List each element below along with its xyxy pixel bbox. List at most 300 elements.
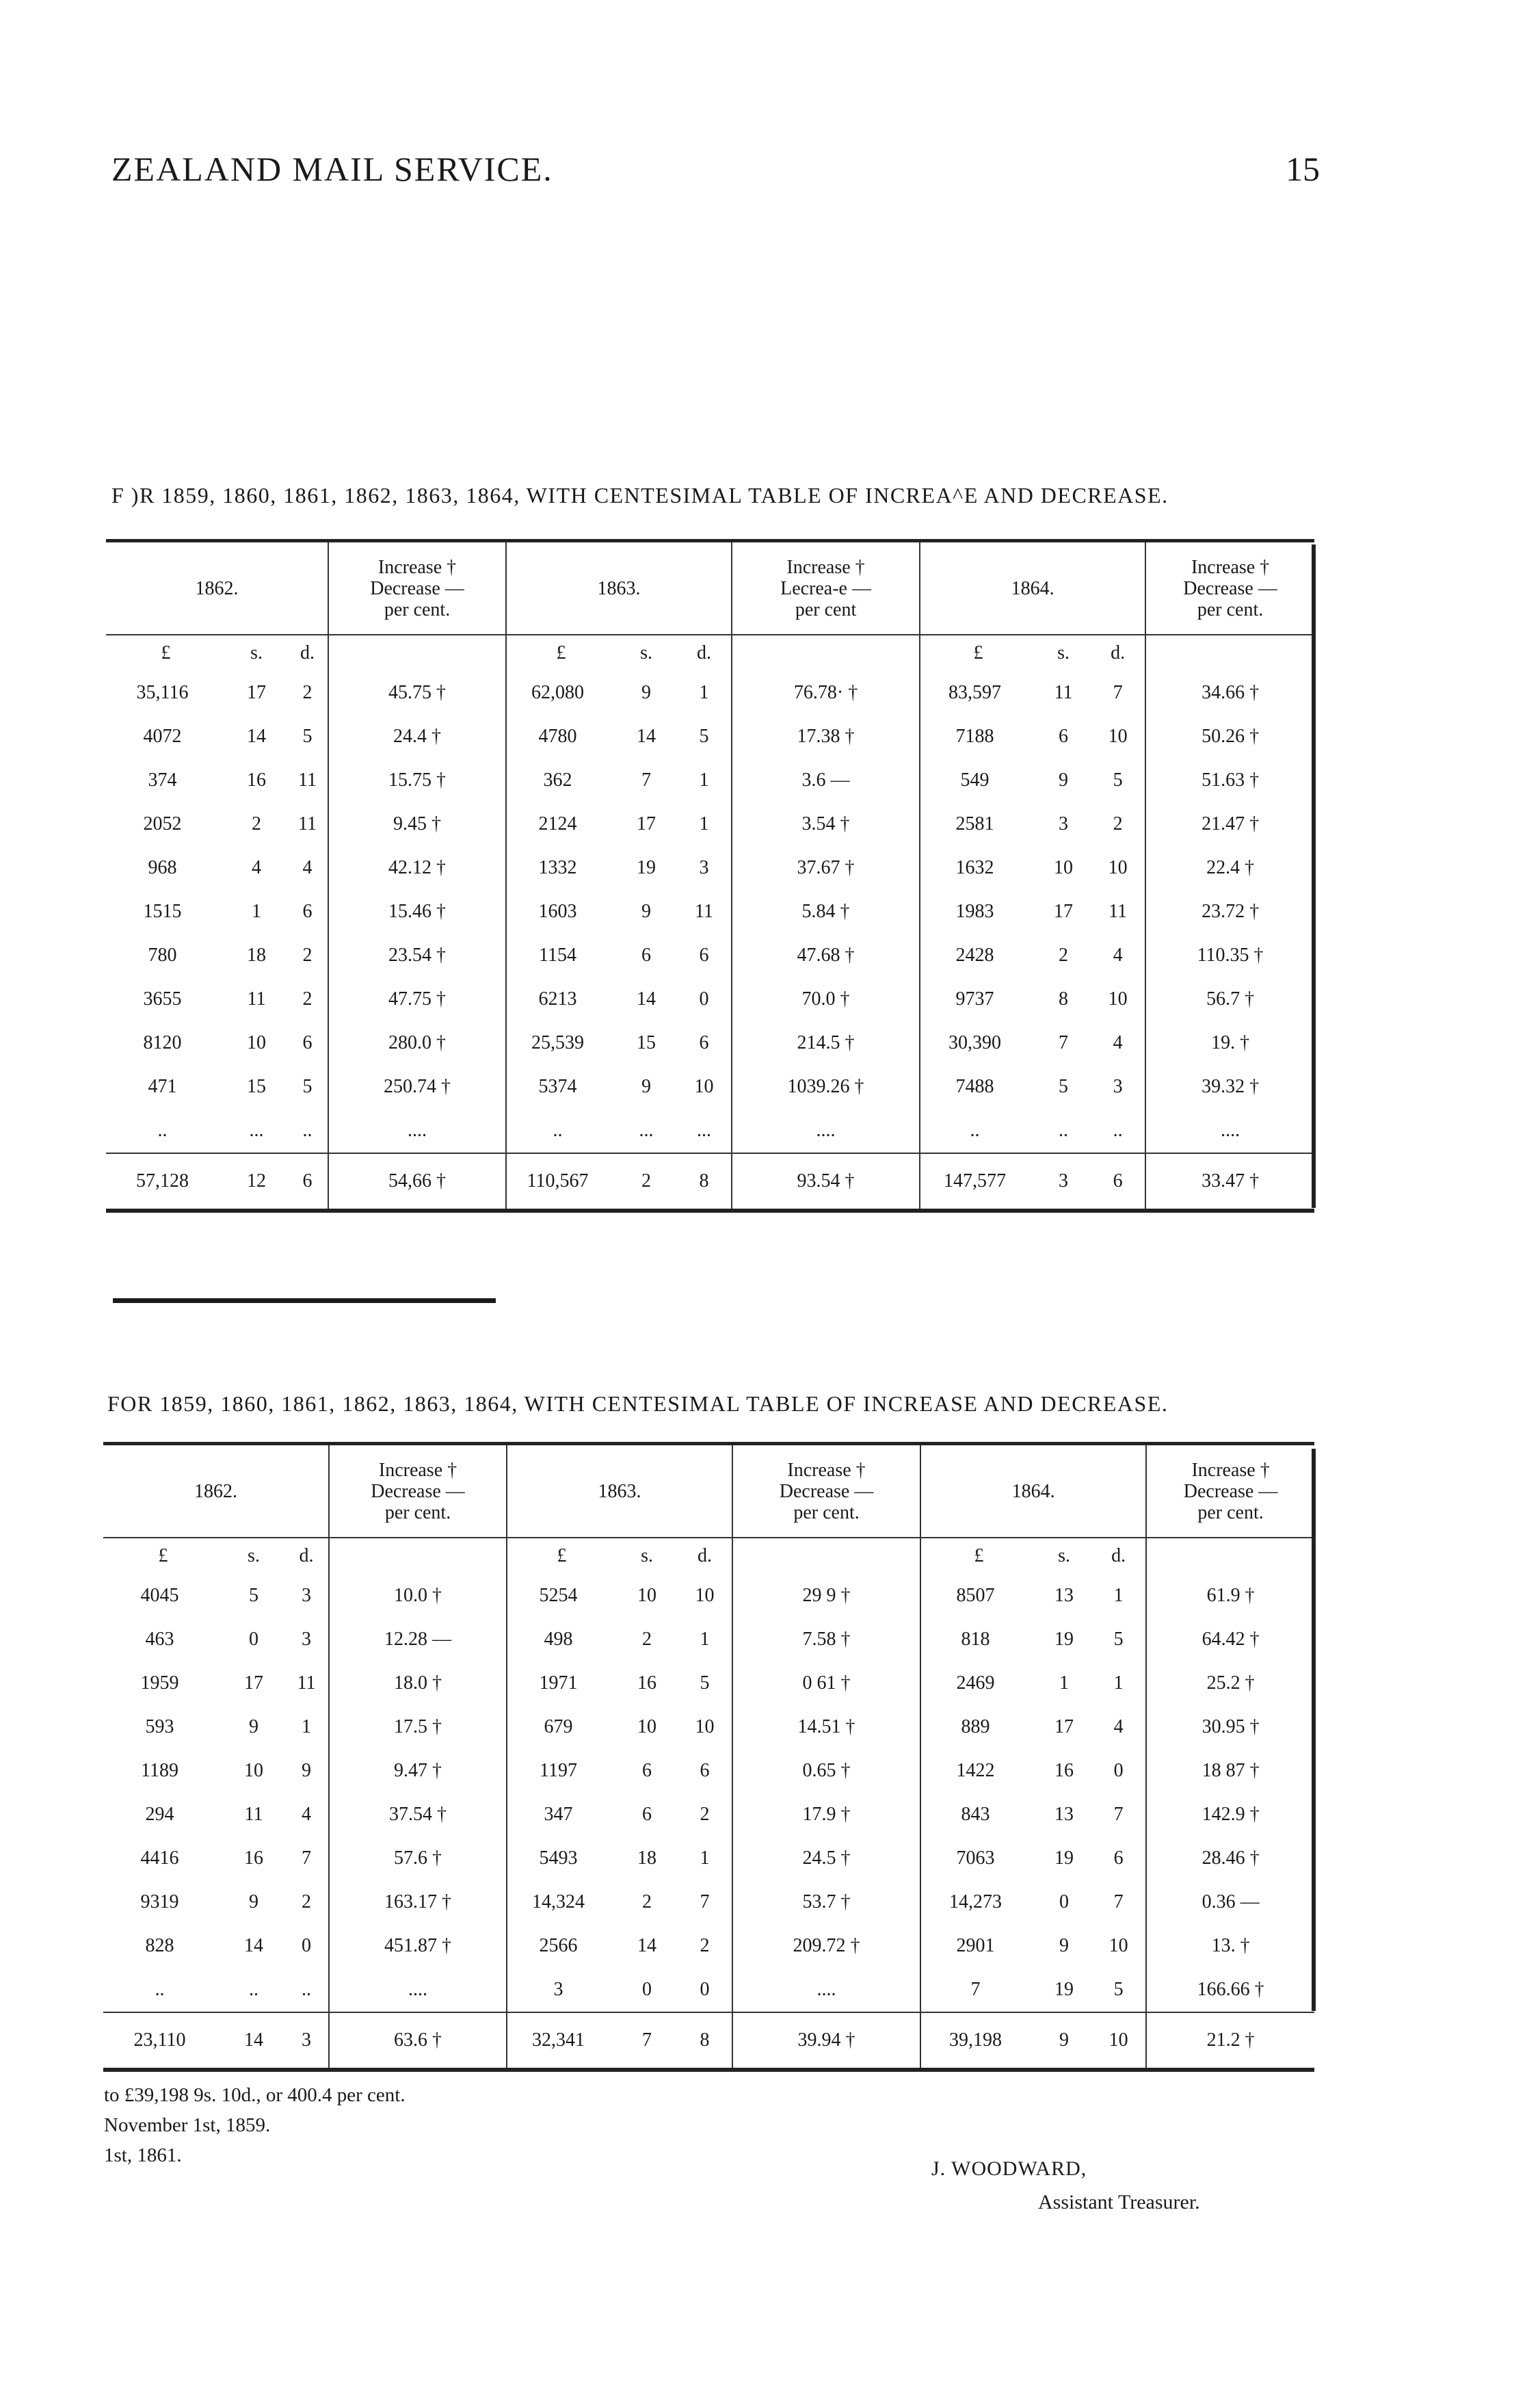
- year-header-1863: 1863.: [506, 541, 732, 635]
- cell-pounds: 2581: [955, 813, 994, 834]
- cell-percent: 18 87 †: [1146, 1749, 1314, 1793]
- cell-shillings: 8: [1059, 988, 1069, 1010]
- cell-pounds: 374: [148, 770, 177, 791]
- table-row: [106, 1021, 1314, 1065]
- cell-percent: 13. †: [1146, 1924, 1314, 1968]
- cell-percent: 14.51 †: [732, 1705, 920, 1749]
- cell-percent: 1039.26 †: [732, 1065, 920, 1109]
- cell-percent: 142.9 †: [1146, 1793, 1314, 1837]
- cell-percent: ....: [732, 1968, 920, 2012]
- cell-pence: 6: [302, 1032, 313, 1053]
- cell-pounds: 5493: [539, 1847, 578, 1869]
- cell-percent: ....: [1145, 1109, 1314, 1153]
- year-header-1862: 1862.: [106, 541, 328, 635]
- cell-shillings: 9: [641, 682, 652, 703]
- cell-shillings: 3: [1059, 813, 1069, 834]
- cell-pounds: 7: [970, 1979, 981, 2000]
- cell-pounds: 8120: [143, 1032, 182, 1053]
- cell-pence: ...: [697, 1120, 712, 1141]
- cell-pence: 5: [302, 1076, 313, 1097]
- header-line: per cent.: [793, 1501, 860, 1523]
- cell-pounds: 14,273: [949, 1891, 1003, 1912]
- table-row: [103, 1968, 1314, 2012]
- total-percent: 33.47 †: [1145, 1153, 1314, 1211]
- table-row: [103, 1661, 1314, 1705]
- cell-shillings: 18: [247, 945, 266, 966]
- cell-shillings: 9: [1059, 1935, 1070, 1956]
- total-pence: 8: [677, 1153, 732, 1211]
- cell-pence: 6: [699, 945, 709, 966]
- header-line: Decrease —: [371, 1480, 465, 1502]
- cell-percent: 250.74 †: [328, 1065, 506, 1109]
- cell-pence: 3: [1113, 1076, 1123, 1097]
- header-line: per cent.: [384, 598, 451, 620]
- cell-shillings: 1: [252, 901, 261, 922]
- cell-pounds: 1603: [538, 901, 577, 922]
- cell-pence: 1: [1113, 1585, 1124, 1606]
- cell-pounds: 2469: [956, 1672, 995, 1694]
- table-row: [106, 715, 1314, 759]
- cell-shillings: 10: [1054, 857, 1074, 878]
- cell-pounds: 362: [543, 770, 572, 791]
- cell-pence: 5: [699, 726, 709, 747]
- cell-percent: 50.26 †: [1145, 715, 1314, 759]
- total-pence: 10: [1091, 2012, 1146, 2070]
- cell-pence: 10: [695, 1585, 715, 1606]
- table-row: [103, 1837, 1314, 1880]
- cell-percent: 23.72 †: [1145, 890, 1314, 934]
- cell-percent: 25.2 †: [1146, 1661, 1314, 1705]
- unit-pence: d.: [697, 642, 712, 663]
- cell-percent: 9.45 †: [328, 802, 506, 846]
- cell-pounds: 818: [961, 1629, 990, 1650]
- cell-pence: 4: [1113, 1716, 1124, 1737]
- cell-pence: 4: [302, 857, 313, 878]
- footnote-line: 1st, 1861.: [104, 2144, 182, 2166]
- cell-percent: 28.46 †: [1146, 1837, 1314, 1880]
- total-pounds: 23,110: [103, 2012, 223, 2070]
- cell-pence: 5: [1113, 1979, 1124, 2000]
- unit-blank: [329, 1538, 507, 1574]
- cell-percent: 0.65 †: [732, 1749, 920, 1793]
- table-header-row: [106, 541, 1314, 635]
- cell-shillings: 13: [1054, 1585, 1074, 1606]
- cell-shillings: 11: [247, 988, 266, 1010]
- cell-shillings: 14: [637, 1935, 657, 1956]
- cell-percent: 30.95 †: [1146, 1705, 1314, 1749]
- total-shillings: 12: [226, 1153, 287, 1211]
- cell-shillings: 6: [1059, 726, 1069, 747]
- cell-pounds: 7063: [956, 1847, 995, 1869]
- cell-shillings: 10: [637, 1585, 657, 1606]
- table-1: [106, 539, 1314, 1213]
- cell-percent: 51.63 †: [1145, 759, 1314, 802]
- cell-pounds: 4072: [143, 726, 182, 747]
- header-line: Increase †: [378, 1459, 457, 1481]
- cell-shillings: ..: [1059, 1120, 1069, 1141]
- cell-pounds: 1971: [539, 1672, 578, 1694]
- cell-pence: 5: [1113, 770, 1123, 791]
- total-pounds: 57,128: [106, 1153, 226, 1211]
- cell-percent: 70.0 †: [732, 977, 920, 1021]
- cell-percent: 56.7 †: [1145, 977, 1314, 1021]
- cell-shillings: 17: [247, 682, 266, 703]
- section-separator-rule: [113, 1298, 496, 1303]
- cell-pence: 10: [1108, 1935, 1128, 1956]
- unit-blank: [328, 635, 506, 671]
- total-pounds: 39,198: [920, 2012, 1037, 2070]
- cell-shillings: 14: [637, 988, 656, 1010]
- cell-percent: 37.67 †: [732, 846, 920, 890]
- cell-pounds: 679: [544, 1716, 573, 1737]
- cell-pounds: 593: [145, 1716, 174, 1737]
- cell-pounds: 347: [544, 1804, 573, 1825]
- cell-percent: 22.4 †: [1145, 846, 1314, 890]
- total-shillings: 3: [1036, 1153, 1091, 1211]
- cell-percent: 76.78· †: [732, 671, 920, 715]
- table-row: [103, 1705, 1314, 1749]
- cell-pounds: 1197: [540, 1760, 577, 1781]
- cell-pence: 5: [700, 1672, 710, 1694]
- cell-pence: ..: [1113, 1120, 1123, 1141]
- cell-percent: 110.35 †: [1145, 934, 1314, 977]
- cell-pence: 10: [1108, 726, 1128, 747]
- cell-percent: 0 61 †: [732, 1661, 920, 1705]
- cell-pence: 6: [699, 1032, 709, 1053]
- unit-pounds: £: [158, 1545, 168, 1566]
- cell-pounds: 4780: [538, 726, 577, 747]
- units-row: [106, 635, 1314, 671]
- cell-pence: 11: [297, 1672, 316, 1694]
- total-percent: 39.94 †: [732, 2012, 920, 2070]
- percent-header-1862: [329, 1444, 507, 1538]
- table-row: [106, 977, 1314, 1021]
- cell-percent: 24.4 †: [328, 715, 506, 759]
- cell-pence: 7: [302, 1847, 311, 1869]
- cell-percent: ....: [328, 1109, 506, 1153]
- cell-pounds: 1983: [955, 901, 994, 922]
- cell-pence: 10: [1108, 988, 1128, 1010]
- table-row: [106, 759, 1314, 802]
- cell-shillings: 16: [244, 1847, 263, 1869]
- cell-percent: 10.0 †: [329, 1574, 507, 1618]
- cell-shillings: 14: [637, 726, 656, 747]
- cell-pence: 2: [302, 988, 313, 1010]
- table-1-caption: F )R 1859, 1860, 1861, 1862, 1863, 1864, WITH CENTESIMAL TABLE OF INCREA^E AND DECREASE.: [111, 483, 1169, 508]
- cell-pence: 0: [700, 1979, 710, 2000]
- table-2-caption: FOR 1859, 1860, 1861, 1862, 1863, 1864, WITH CENTESIMAL TABLE OF INCREASE AND DECREASE.: [107, 1391, 1169, 1416]
- cell-pounds: 2901: [956, 1935, 995, 1956]
- cell-pounds: 7188: [955, 726, 994, 747]
- unit-blank: [1146, 1538, 1314, 1574]
- cell-pence: 5: [302, 726, 313, 747]
- cell-percent: 42.12 †: [328, 846, 506, 890]
- unit-pence: d.: [698, 1545, 713, 1566]
- cell-percent: ....: [732, 1109, 920, 1153]
- cell-pence: 2: [700, 1935, 710, 1956]
- cell-pounds: 4045: [140, 1585, 179, 1606]
- cell-shillings: 18: [637, 1847, 657, 1869]
- cell-pence: 11: [695, 901, 714, 922]
- cell-shillings: 19: [637, 857, 656, 878]
- cell-pence: 1: [700, 1629, 710, 1650]
- cell-pence: 6: [700, 1760, 710, 1781]
- cell-pounds: 5374: [538, 1076, 577, 1097]
- cell-shillings: 6: [641, 945, 652, 966]
- total-shillings: 9: [1037, 2012, 1091, 2070]
- cell-pounds: 4416: [140, 1847, 179, 1869]
- cell-pounds: ..: [155, 1979, 165, 2000]
- cell-pounds: 3655: [143, 988, 182, 1010]
- table-header-row: [103, 1444, 1314, 1538]
- unit-pence: d.: [300, 642, 315, 663]
- cell-shillings: 13: [1054, 1804, 1074, 1825]
- cell-shillings: ...: [639, 1120, 654, 1141]
- cell-percent: 9.47 †: [329, 1749, 507, 1793]
- unit-pence: d.: [1111, 642, 1126, 663]
- units-row: [103, 1538, 1314, 1574]
- totals-row: [103, 2012, 1314, 2070]
- cell-pence: 10: [1108, 857, 1128, 878]
- cell-pounds: 463: [145, 1629, 174, 1650]
- cell-shillings: 0: [1059, 1891, 1070, 1912]
- cell-pence: 1: [699, 813, 709, 834]
- cell-percent: ....: [329, 1968, 507, 2012]
- header-line: Decrease —: [1183, 1480, 1278, 1502]
- cell-shillings: 17: [244, 1672, 263, 1694]
- cell-percent: 37.54 †: [329, 1793, 507, 1837]
- cell-pence: 0: [1113, 1760, 1124, 1781]
- cell-pence: 9: [302, 1760, 311, 1781]
- cell-percent: 166.66 †: [1146, 1968, 1314, 2012]
- header-line: Decrease —: [779, 1480, 874, 1502]
- unit-pence: d.: [1111, 1545, 1126, 1566]
- cell-pounds: 1515: [143, 901, 182, 922]
- cell-pounds: 968: [148, 857, 177, 878]
- cell-percent: 214.5 †: [732, 1021, 920, 1065]
- header-line: per cent.: [384, 1501, 451, 1523]
- table-row: [106, 934, 1314, 977]
- cell-shillings: 16: [1054, 1760, 1074, 1781]
- cell-percent: 17.9 †: [732, 1793, 920, 1837]
- cell-pence: 1: [700, 1847, 710, 1869]
- cell-percent: 18.0 †: [329, 1661, 507, 1705]
- total-shillings: 2: [615, 1153, 677, 1211]
- unit-shillings: s.: [1057, 642, 1070, 663]
- cell-percent: 15.46 †: [328, 890, 506, 934]
- table-row: [103, 1574, 1314, 1618]
- table-row: [106, 1065, 1314, 1109]
- unit-shillings: s.: [641, 1545, 653, 1566]
- cell-shillings: 7: [641, 770, 652, 791]
- year-header-1864: 1864.: [920, 1444, 1146, 1538]
- cell-shillings: 6: [642, 1804, 652, 1825]
- cell-pounds: 1332: [538, 857, 577, 878]
- header-line: Increase †: [1191, 1459, 1270, 1481]
- total-percent: 21.2 †: [1146, 2012, 1314, 2070]
- cell-shillings: 2: [642, 1891, 652, 1912]
- cell-pence: 6: [302, 901, 313, 922]
- cell-shillings: 5: [1059, 1076, 1069, 1097]
- header-line: Increase †: [377, 556, 457, 578]
- cell-shillings: ...: [249, 1120, 264, 1141]
- total-pounds: 32,341: [507, 2012, 616, 2070]
- cell-percent: 209.72 †: [732, 1924, 920, 1968]
- total-percent: 93.54 †: [732, 1153, 920, 1211]
- cell-shillings: 10: [247, 1032, 266, 1053]
- footnote-line: November 1st, 1859.: [104, 2114, 271, 2136]
- cell-pence: 2: [302, 945, 313, 966]
- table-row: [103, 1618, 1314, 1661]
- cell-percent: 12.28 —: [329, 1618, 507, 1661]
- cell-percent: 163.17 †: [329, 1880, 507, 1924]
- cell-shillings: 9: [641, 1076, 652, 1097]
- cell-pence: 11: [1108, 901, 1128, 922]
- cell-percent: 53.7 †: [732, 1880, 920, 1924]
- cell-shillings: 9: [249, 1891, 258, 1912]
- cell-percent: 17.5 †: [329, 1705, 507, 1749]
- total-pence: 6: [1091, 1153, 1145, 1211]
- cell-pounds: 62,080: [531, 682, 585, 703]
- percent-header-1862: [328, 541, 506, 635]
- cell-shillings: 2: [1059, 945, 1069, 966]
- cell-percent: 3.54 †: [732, 802, 920, 846]
- cell-shillings: 10: [244, 1760, 263, 1781]
- signature-name: J. WOODWARD,: [931, 2157, 1087, 2180]
- cell-pounds: 9737: [955, 988, 994, 1010]
- cell-pounds: ..: [970, 1120, 980, 1141]
- cell-pence: 4: [1113, 945, 1123, 966]
- cell-percent: 7.58 †: [732, 1618, 920, 1661]
- cell-shillings: 0: [642, 1979, 652, 2000]
- header-line: per cent.: [1197, 598, 1264, 620]
- cell-pence: 7: [1113, 682, 1123, 703]
- unit-pounds: £: [161, 642, 171, 663]
- cell-pence: ..: [302, 1120, 313, 1141]
- unit-shillings: s.: [1058, 1545, 1070, 1566]
- cell-pence: 7: [700, 1891, 710, 1912]
- table-row: [106, 846, 1314, 890]
- cell-pounds: 2566: [539, 1935, 578, 1956]
- cell-pounds: 6213: [538, 988, 577, 1010]
- cell-pounds: 35,116: [136, 682, 189, 703]
- cell-shillings: 2: [252, 813, 261, 834]
- cell-percent: 5.84 †: [732, 890, 920, 934]
- percent-header-1863: [732, 1444, 920, 1538]
- unit-pounds: £: [974, 1545, 984, 1566]
- cell-shillings: 6: [642, 1760, 652, 1781]
- table-1-body: [106, 635, 1314, 1211]
- header-line: per cent: [795, 598, 857, 620]
- cell-pence: 4: [1113, 1032, 1123, 1053]
- cell-shillings: 7: [1059, 1032, 1069, 1053]
- cell-shillings: 0: [249, 1629, 258, 1650]
- cell-shillings: 17: [637, 813, 656, 834]
- total-pence: 6: [287, 1153, 328, 1211]
- table-2-body: [103, 1538, 1314, 2070]
- cell-pounds: 1422: [956, 1760, 995, 1781]
- cell-shillings: 19: [1054, 1847, 1074, 1869]
- cell-shillings: 17: [1054, 1716, 1074, 1737]
- cell-pence: 7: [1113, 1891, 1124, 1912]
- cell-percent: 47.75 †: [328, 977, 506, 1021]
- cell-pounds: 549: [960, 770, 990, 791]
- table-row: [103, 1924, 1314, 1968]
- cell-pounds: 1959: [140, 1672, 179, 1694]
- cell-percent: 24.5 †: [732, 1837, 920, 1880]
- header-line: Increase †: [787, 1459, 866, 1481]
- table-row: [106, 1109, 1314, 1153]
- cell-pounds: 828: [145, 1935, 174, 1956]
- cell-shillings: 9: [1059, 770, 1069, 791]
- unit-blank: [1145, 635, 1314, 671]
- cell-percent: 15.75 †: [328, 759, 506, 802]
- total-pence: 8: [678, 2012, 732, 2070]
- unit-pounds: £: [557, 1545, 567, 1566]
- cell-shillings: 14: [244, 1935, 263, 1956]
- cell-percent: 451.87 †: [329, 1924, 507, 1968]
- table-2: [103, 1442, 1314, 2072]
- cell-pounds: 30,390: [948, 1032, 1002, 1053]
- table-row: [106, 671, 1314, 715]
- cell-shillings: 15: [247, 1076, 266, 1097]
- cell-pence: 2: [302, 682, 313, 703]
- cell-percent: 23.54 †: [328, 934, 506, 977]
- total-shillings: 14: [223, 2012, 284, 2070]
- header-line: Decrease —: [1183, 577, 1277, 599]
- cell-pence: 2: [1113, 813, 1123, 834]
- cell-shillings: 19: [1054, 1629, 1074, 1650]
- total-percent: 63.6 †: [329, 2012, 507, 2070]
- cell-percent: 19. †: [1145, 1021, 1314, 1065]
- cell-pounds: 1154: [539, 945, 576, 966]
- cell-pence: 10: [695, 1716, 715, 1737]
- cell-shillings: 11: [1054, 682, 1073, 703]
- cell-shillings: 15: [637, 1032, 656, 1053]
- cell-percent: 64.42 †: [1146, 1618, 1314, 1661]
- table-row: [103, 1793, 1314, 1837]
- total-percent: 54,66 †: [328, 1153, 506, 1211]
- signature-role: Assistant Treasurer.: [1038, 2191, 1200, 2213]
- cell-pounds: 7488: [955, 1076, 994, 1097]
- unit-shillings: s.: [248, 1545, 260, 1566]
- cell-shillings: 10: [637, 1716, 657, 1737]
- cell-percent: 34.66 †: [1145, 671, 1314, 715]
- cell-pence: 3: [302, 1585, 311, 1606]
- cell-pence: 1: [302, 1716, 311, 1737]
- cell-pounds: 498: [544, 1629, 573, 1650]
- cell-pence: ..: [302, 1979, 311, 2000]
- cell-pounds: 471: [148, 1076, 177, 1097]
- cell-percent: 17.38 †: [732, 715, 920, 759]
- total-shillings: 7: [616, 2012, 678, 2070]
- header-line: Increase †: [786, 556, 865, 578]
- cell-pounds: 8507: [956, 1585, 995, 1606]
- year-header-1863: 1863.: [507, 1444, 732, 1538]
- cell-pence: 7: [1113, 1804, 1124, 1825]
- cell-pence: 2: [302, 1891, 311, 1912]
- cell-percent: 21.47 †: [1145, 802, 1314, 846]
- cell-pounds: ..: [157, 1120, 168, 1141]
- table-1-right-rule: [1312, 544, 1316, 1208]
- page-number: 15: [1286, 150, 1320, 188]
- table-row: [106, 890, 1314, 934]
- cell-pounds: 843: [961, 1804, 990, 1825]
- cell-percent: 57.6 †: [329, 1837, 507, 1880]
- cell-pence: 1: [699, 770, 709, 791]
- cell-pounds: 9319: [140, 1891, 179, 1912]
- unit-pounds: £: [556, 642, 566, 663]
